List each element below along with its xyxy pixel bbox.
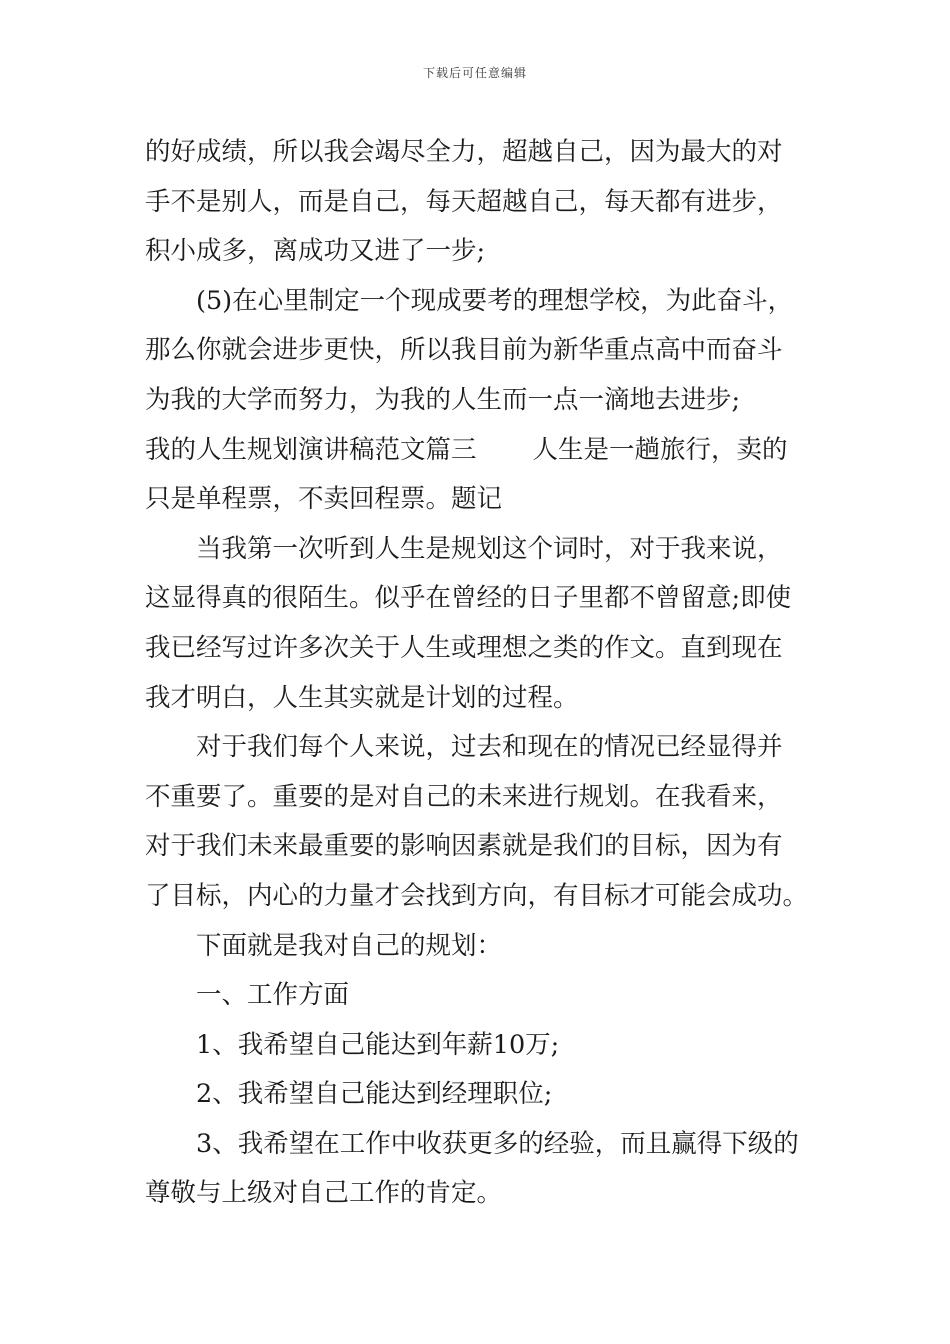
paragraph-line: 尊敬与上级对自己工作的肯定。	[145, 1178, 503, 1209]
paragraph-line: 我已经写过许多次关于人生或理想之类的作文。直到现在	[145, 632, 783, 663]
page-header: 下载后可任意编辑	[422, 66, 527, 80]
paragraph-line: 当我第一次听到人生是规划这个词时，对于我来说，	[196, 533, 783, 564]
paragraph-line: 的好成绩，所以我会竭尽全力，超越自己，因为最大的对	[145, 137, 783, 167]
paragraph-line: 积小成多，离成功又进了一步;	[145, 236, 486, 267]
paragraph-line: 了目标，内心的力量才会找到方向，有目标才可能会成功。	[145, 880, 809, 911]
document-body	[145, 128, 810, 1219]
paragraph-line: (5)在心里制定一个现成要考的理想学校，为此奋斗，	[196, 285, 794, 316]
paragraph-line: 这显得真的很陌生。似乎在曾经的日子里都不曾留意;即使	[145, 583, 792, 614]
section-lead-text: 人生是一趟旅行，卖的	[532, 434, 788, 465]
list-item: 2、我希望自己能达到经理职位;	[196, 1079, 553, 1110]
paragraph-line: 下面就是我对自己的规划：	[196, 930, 503, 961]
paragraph-line: 手不是别人，而是自己，每天超越自己，每天都有进步，	[145, 186, 783, 217]
section-heading-line	[145, 426, 810, 476]
paragraph-line: 为我的大学而努力，为我的人生而一点一滴地去进步;	[145, 384, 741, 415]
paragraph-line: 对于我们未来最重要的影响因素就是我们的目标，因为有	[145, 831, 783, 862]
paragraph-line: 那么你就会进步更快，所以我目前为新华重点高中而奋斗	[145, 335, 783, 366]
list-item: 3、我希望在工作中收获更多的经验，而且赢得下级的	[196, 1128, 799, 1159]
section-title: 我的人生规划演讲稿范文篇三	[145, 434, 477, 465]
paragraph-line: 不重要了。重要的是对自己的未来进行规划。在我看来，	[145, 781, 783, 812]
paragraph-line: 只是单程票，不卖回程票。题记	[145, 484, 503, 515]
paragraph-line: 一、工作方面	[196, 980, 350, 1011]
list-item: 1、我希望自己能达到年薪10万;	[196, 1029, 560, 1060]
paragraph-line: 我才明白，人生其实就是计划的过程。	[145, 682, 579, 713]
paragraph-line: 对于我们每个人来说，过去和现在的情况已经显得并	[196, 732, 783, 763]
